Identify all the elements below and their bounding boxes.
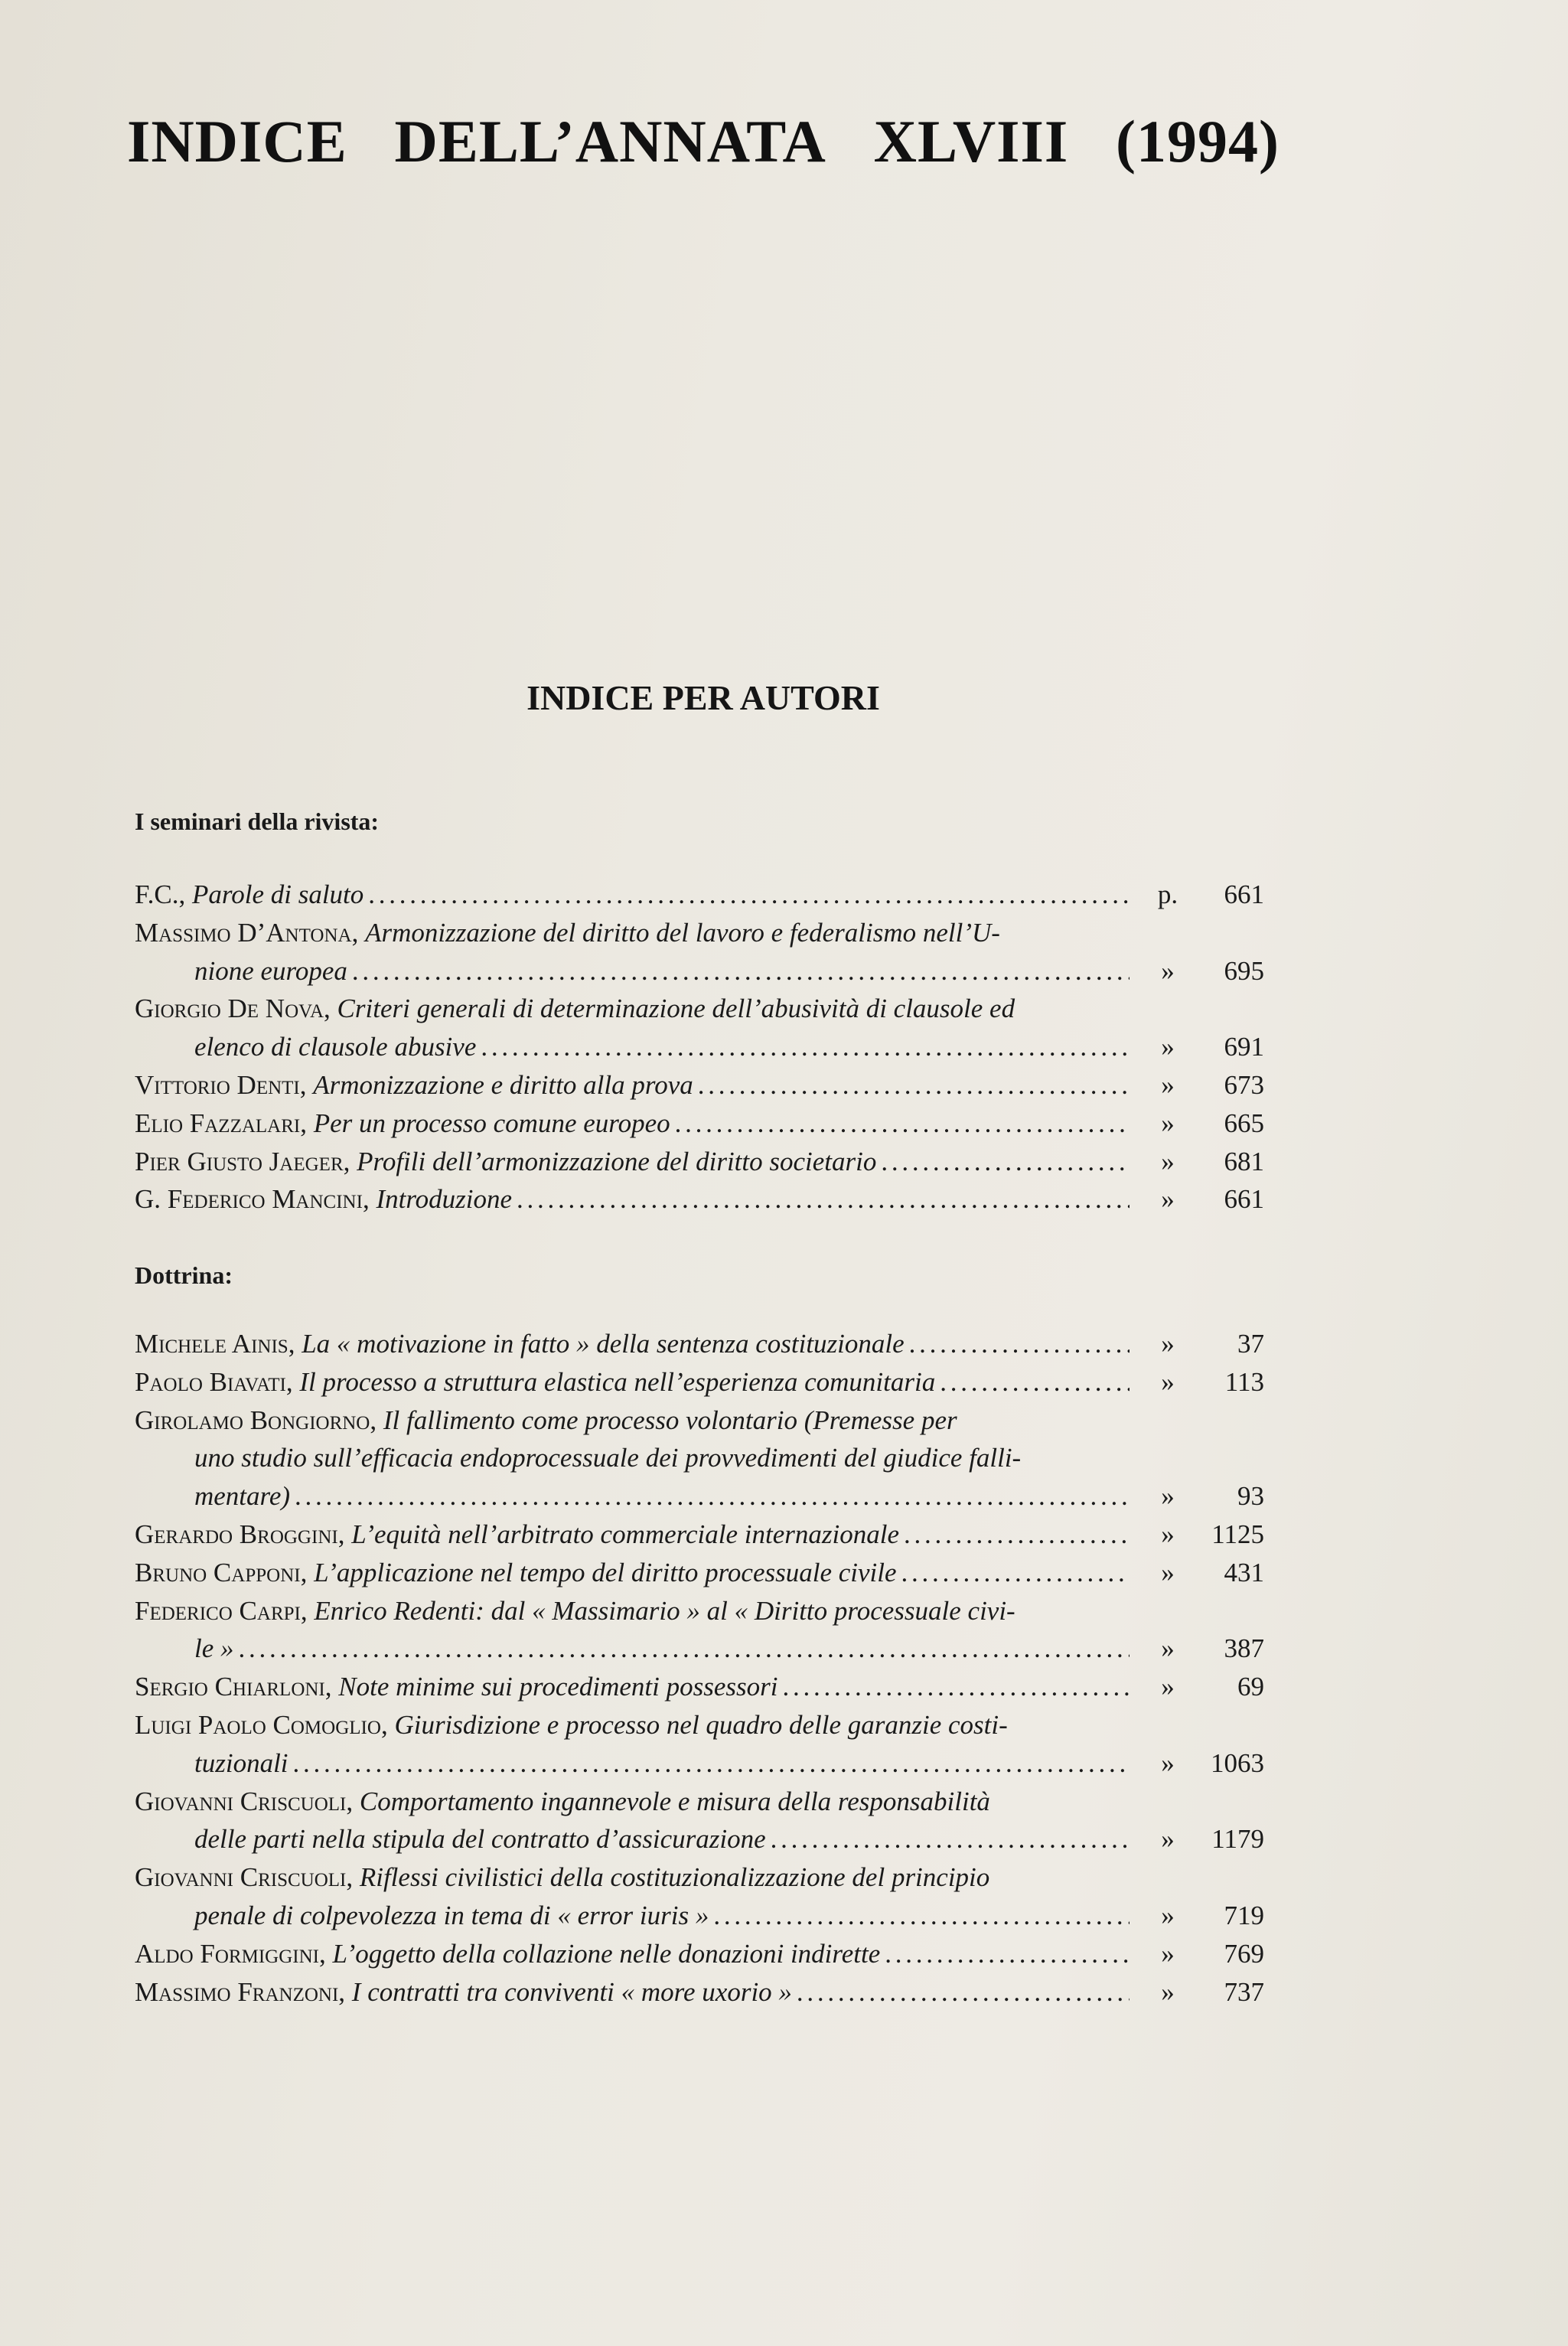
- entry-title: elenco di clausole abusive: [194, 1032, 477, 1062]
- entry-title: uno studio sull’efficacia endoprocessuale dei provvedimenti del giudice falli-: [194, 1443, 1022, 1473]
- entry-text: [135, 876, 1130, 914]
- entry-title: Il fallimento come processo volontario (Premesse per: [383, 1405, 957, 1435]
- dot-leader: [363, 876, 1130, 914]
- page-number: 737: [1224, 1976, 1264, 2007]
- comma: ,: [288, 1329, 302, 1359]
- entry-author: G. Federico Mancini: [135, 1184, 363, 1215]
- entry-title: Parole di saluto: [192, 879, 364, 909]
- comma: ,: [346, 1786, 360, 1816]
- entry-text: [135, 1973, 1130, 2012]
- entry-line: [135, 1744, 1267, 1783]
- dot-leader: [905, 1325, 1130, 1363]
- index-entry: [135, 1973, 1267, 2012]
- entry-text: [135, 1935, 1130, 1973]
- entry-author: Vittorio Denti: [135, 1069, 300, 1100]
- entry-title: L’oggetto della collazione nelle donazioni indirette: [332, 1938, 881, 1969]
- entry-text: [135, 1554, 1130, 1592]
- page-marker: »: [1161, 1938, 1175, 1969]
- page-marker: »: [1161, 1481, 1175, 1512]
- entry-line: [135, 876, 1267, 914]
- index-entry: [135, 1935, 1267, 1973]
- page-number: 1063: [1211, 1747, 1264, 1778]
- entry-text: [135, 1477, 1130, 1516]
- entries-dottrina: [135, 1325, 1267, 2011]
- comma: ,: [178, 879, 193, 909]
- page-number: 1179: [1211, 1824, 1264, 1855]
- page-marker: »: [1161, 1633, 1175, 1664]
- index-entry: [135, 1066, 1267, 1104]
- entry-title: Armonizzazione del diritto del lavoro e federalismo nell’U-: [365, 917, 1000, 948]
- entry-author: Paolo Biavati: [135, 1366, 286, 1397]
- page-number: 719: [1224, 1900, 1264, 1930]
- title-word: DELL’ANNATA: [394, 108, 826, 175]
- dot-leader: [476, 1028, 1130, 1066]
- dot-leader: [935, 1363, 1130, 1401]
- page-marker: »: [1161, 1672, 1175, 1702]
- comma: ,: [300, 1557, 315, 1587]
- title-word: INDICE: [127, 108, 347, 175]
- entry-text: [135, 1783, 1130, 1821]
- index-entry: [135, 1516, 1267, 1554]
- entry-text: [135, 952, 1130, 990]
- page-number: 431: [1224, 1557, 1264, 1587]
- page-marker: »: [1161, 1184, 1175, 1215]
- entry-author: Federico Carpi: [135, 1595, 301, 1626]
- entry-title: Comportamento ingannevole e misura della responsabilità: [359, 1786, 990, 1816]
- entry-line: [135, 1143, 1267, 1181]
- page-number: 387: [1224, 1633, 1264, 1664]
- page-number: 691: [1224, 1032, 1264, 1062]
- entry-author: Michele Ainis: [135, 1329, 288, 1359]
- dot-leader: [766, 1820, 1130, 1858]
- entry-author: Elio Fazzalari: [135, 1108, 301, 1138]
- entry-text: [135, 1592, 1130, 1630]
- comma: ,: [343, 1146, 357, 1176]
- entry-title: La « motivazione in fatto » della sentenza costituzionale: [302, 1329, 905, 1359]
- dot-leader: [290, 1477, 1130, 1516]
- entry-title: I contratti tra conviventi « more uxorio »: [351, 1976, 792, 2007]
- index-entry: [135, 1325, 1267, 1363]
- entry-text: [135, 1028, 1130, 1066]
- entry-line: [135, 1325, 1267, 1363]
- entry-line: [135, 1973, 1267, 2012]
- entry-title: Giurisdizione e processo nel quadro delle garanzie costi-: [394, 1709, 1008, 1740]
- comma: ,: [380, 1709, 395, 1740]
- page-marker: »: [1161, 1329, 1175, 1359]
- entry-title: delle parti nella stipula del contratto d’assicurazione: [194, 1824, 766, 1855]
- entry-text: [135, 990, 1130, 1028]
- entry-title: Riflessi civilistici della costituzionalizzazione del principio: [359, 1862, 990, 1893]
- page-marker: »: [1161, 1747, 1175, 1778]
- page-marker: p.: [1157, 879, 1178, 909]
- index-entry: [135, 1143, 1267, 1181]
- comma: ,: [337, 1519, 352, 1549]
- comma: ,: [324, 994, 337, 1024]
- entry-line: [135, 1439, 1267, 1477]
- entry-line: [135, 1066, 1267, 1104]
- entry-title: penale di colpevolezza in tema di « error iuris »: [194, 1900, 709, 1930]
- dot-leader: [899, 1516, 1130, 1554]
- entry-line: [135, 1104, 1267, 1143]
- page-number: 681: [1224, 1146, 1264, 1176]
- entry-author: Massimo D’Antona: [135, 917, 352, 948]
- entry-author: Sergio Chiarloni: [135, 1672, 325, 1702]
- entry-text: [135, 1401, 1130, 1440]
- entry-title: Introduzione: [376, 1184, 513, 1215]
- entry-text: [135, 1630, 1130, 1668]
- page-marker: »: [1161, 1146, 1175, 1176]
- entry-author: Gerardo Broggini: [135, 1519, 338, 1549]
- dot-leader: [777, 1668, 1130, 1706]
- entry-author: Bruno Capponi: [135, 1557, 301, 1587]
- entry-title: mentare): [194, 1481, 291, 1512]
- dot-leader: [693, 1066, 1130, 1104]
- index-subtitle: INDICE PER AUTORI: [526, 678, 880, 717]
- entry-author: Giorgio De Nova: [135, 994, 324, 1024]
- dot-leader: [512, 1180, 1130, 1219]
- comma: ,: [300, 1108, 314, 1138]
- page-marker: »: [1161, 1519, 1175, 1549]
- entry-line: [135, 1897, 1267, 1935]
- page-marker: »: [1161, 1108, 1175, 1138]
- entry-line: [135, 914, 1267, 952]
- page-marker: »: [1161, 1557, 1175, 1587]
- page-title: [127, 107, 1280, 176]
- entry-text: [135, 1744, 1130, 1783]
- index-entry: [135, 1554, 1267, 1592]
- entry-title: Note minime sui procedimenti possessori: [338, 1672, 778, 1702]
- page-number: 661: [1224, 1184, 1264, 1215]
- dot-leader: [234, 1630, 1130, 1668]
- entry-line: [135, 1783, 1267, 1821]
- entry-text: [135, 1706, 1130, 1744]
- index-entry: [135, 1592, 1267, 1669]
- index-entry: [135, 1363, 1267, 1401]
- entry-line: [135, 1935, 1267, 1973]
- page-number: 69: [1237, 1672, 1264, 1702]
- entry-text: [135, 914, 1130, 952]
- page-number: 661: [1224, 879, 1264, 909]
- page-marker: »: [1161, 1824, 1175, 1855]
- entry-text: [135, 1820, 1130, 1858]
- page-marker: »: [1161, 955, 1175, 986]
- comma: ,: [370, 1405, 383, 1435]
- dot-leader: [347, 952, 1130, 990]
- section-heading-seminari: I seminari della rivista:: [135, 808, 380, 835]
- entry-text: [135, 1325, 1130, 1363]
- entry-line: [135, 990, 1267, 1028]
- entry-text: [135, 1180, 1130, 1219]
- page-number: 695: [1224, 955, 1264, 986]
- index-entry: [135, 1180, 1267, 1219]
- entry-line: [135, 1630, 1267, 1668]
- page-number: 673: [1224, 1069, 1264, 1100]
- entry-author: Aldo Formiggini: [135, 1938, 319, 1969]
- entry-text: [135, 1439, 1130, 1477]
- entry-text: [135, 1363, 1130, 1401]
- entry-line: [135, 1401, 1267, 1440]
- index-entry: [135, 990, 1267, 1066]
- entry-line: [135, 1858, 1267, 1897]
- page-number: 113: [1224, 1366, 1264, 1397]
- entry-line: [135, 1516, 1267, 1554]
- index-entry: [135, 1668, 1267, 1706]
- comma: ,: [299, 1069, 314, 1100]
- page-number: 1125: [1211, 1519, 1264, 1549]
- page-marker: »: [1161, 1976, 1175, 2007]
- entry-author: Pier Giusto Jaeger: [135, 1146, 344, 1176]
- page-number: 769: [1224, 1938, 1264, 1969]
- entry-title: L’applicazione nel tempo del diritto processuale civile: [314, 1557, 897, 1587]
- dot-leader: [670, 1104, 1130, 1143]
- index-entry: [135, 1401, 1267, 1516]
- entry-text: [135, 1143, 1130, 1181]
- entry-line: [135, 952, 1267, 990]
- page-marker: »: [1161, 1900, 1175, 1930]
- entry-line: [135, 1592, 1267, 1630]
- dot-leader: [876, 1143, 1130, 1181]
- entry-title: Il processo a struttura elastica nell’esperienza comunitaria: [299, 1366, 936, 1397]
- title-word: (1994): [1116, 108, 1280, 175]
- entry-text: [135, 1858, 1130, 1897]
- entry-title: tuzionali: [194, 1747, 288, 1778]
- entry-author: Girolamo Bongiorno: [135, 1405, 370, 1435]
- entry-text: [135, 1104, 1130, 1143]
- entry-title: Per un processo comune europeo: [313, 1108, 670, 1138]
- entry-author: Massimo Franzoni: [135, 1976, 339, 2007]
- entry-author: F.C.: [135, 879, 179, 909]
- comma: ,: [346, 1862, 360, 1893]
- page-marker: »: [1161, 1366, 1175, 1397]
- entry-title: Criteri generali di determinazione dell’abusività di clausole ed: [337, 994, 1015, 1024]
- page-marker: »: [1161, 1032, 1175, 1062]
- entry-line: [135, 1363, 1267, 1401]
- comma: ,: [324, 1672, 339, 1702]
- entry-title: Profili dell’armonizzazione del diritto societario: [357, 1146, 877, 1176]
- entry-line: [135, 1820, 1267, 1858]
- comma: ,: [338, 1976, 352, 2007]
- page-number: 665: [1224, 1108, 1264, 1138]
- index-entry: [135, 1858, 1267, 1935]
- page-number: 37: [1237, 1329, 1264, 1359]
- entries-seminari: [135, 876, 1267, 1219]
- entry-line: [135, 1180, 1267, 1219]
- dot-leader: [288, 1744, 1130, 1783]
- entry-title: le »: [194, 1633, 234, 1664]
- comma: ,: [351, 917, 366, 948]
- entry-line: [135, 1554, 1267, 1592]
- entry-text: [135, 1516, 1130, 1554]
- entry-title: Armonizzazione e diritto alla prova: [313, 1069, 693, 1100]
- index-entry: [135, 1783, 1267, 1859]
- entry-line: [135, 1668, 1267, 1706]
- section-heading-dottrina: Dottrina:: [135, 1261, 233, 1289]
- index-entry: [135, 1104, 1267, 1143]
- entry-line: [135, 1706, 1267, 1744]
- comma: ,: [362, 1184, 377, 1215]
- index-entry: [135, 876, 1267, 914]
- title-word: XLVIII: [873, 108, 1069, 175]
- comma: ,: [318, 1938, 333, 1969]
- index-entry: [135, 1706, 1267, 1783]
- dot-leader: [709, 1897, 1130, 1935]
- index-entry: [135, 914, 1267, 990]
- page-number: 93: [1237, 1481, 1264, 1512]
- entry-author: Giovanni Criscuoli: [135, 1786, 347, 1816]
- entry-author: Luigi Paolo Comoglio: [135, 1709, 381, 1740]
- comma: ,: [285, 1366, 300, 1397]
- entry-title: Enrico Redenti: dal « Massimario » al « Diritto processuale civi-: [314, 1595, 1015, 1626]
- entry-title: L’equità nell’arbitrato commerciale internazionale: [351, 1519, 899, 1549]
- page-marker: »: [1161, 1069, 1175, 1100]
- entry-line: [135, 1028, 1267, 1066]
- comma: ,: [300, 1595, 315, 1626]
- dot-leader: [880, 1935, 1130, 1973]
- entry-text: [135, 1066, 1130, 1104]
- dot-leader: [897, 1554, 1130, 1592]
- entry-text: [135, 1897, 1130, 1935]
- entry-title: nione europea: [194, 955, 347, 986]
- entry-line: [135, 1477, 1267, 1516]
- entry-author: Giovanni Criscuoli: [135, 1862, 347, 1893]
- entry-text: [135, 1668, 1130, 1706]
- dot-leader: [792, 1973, 1130, 2012]
